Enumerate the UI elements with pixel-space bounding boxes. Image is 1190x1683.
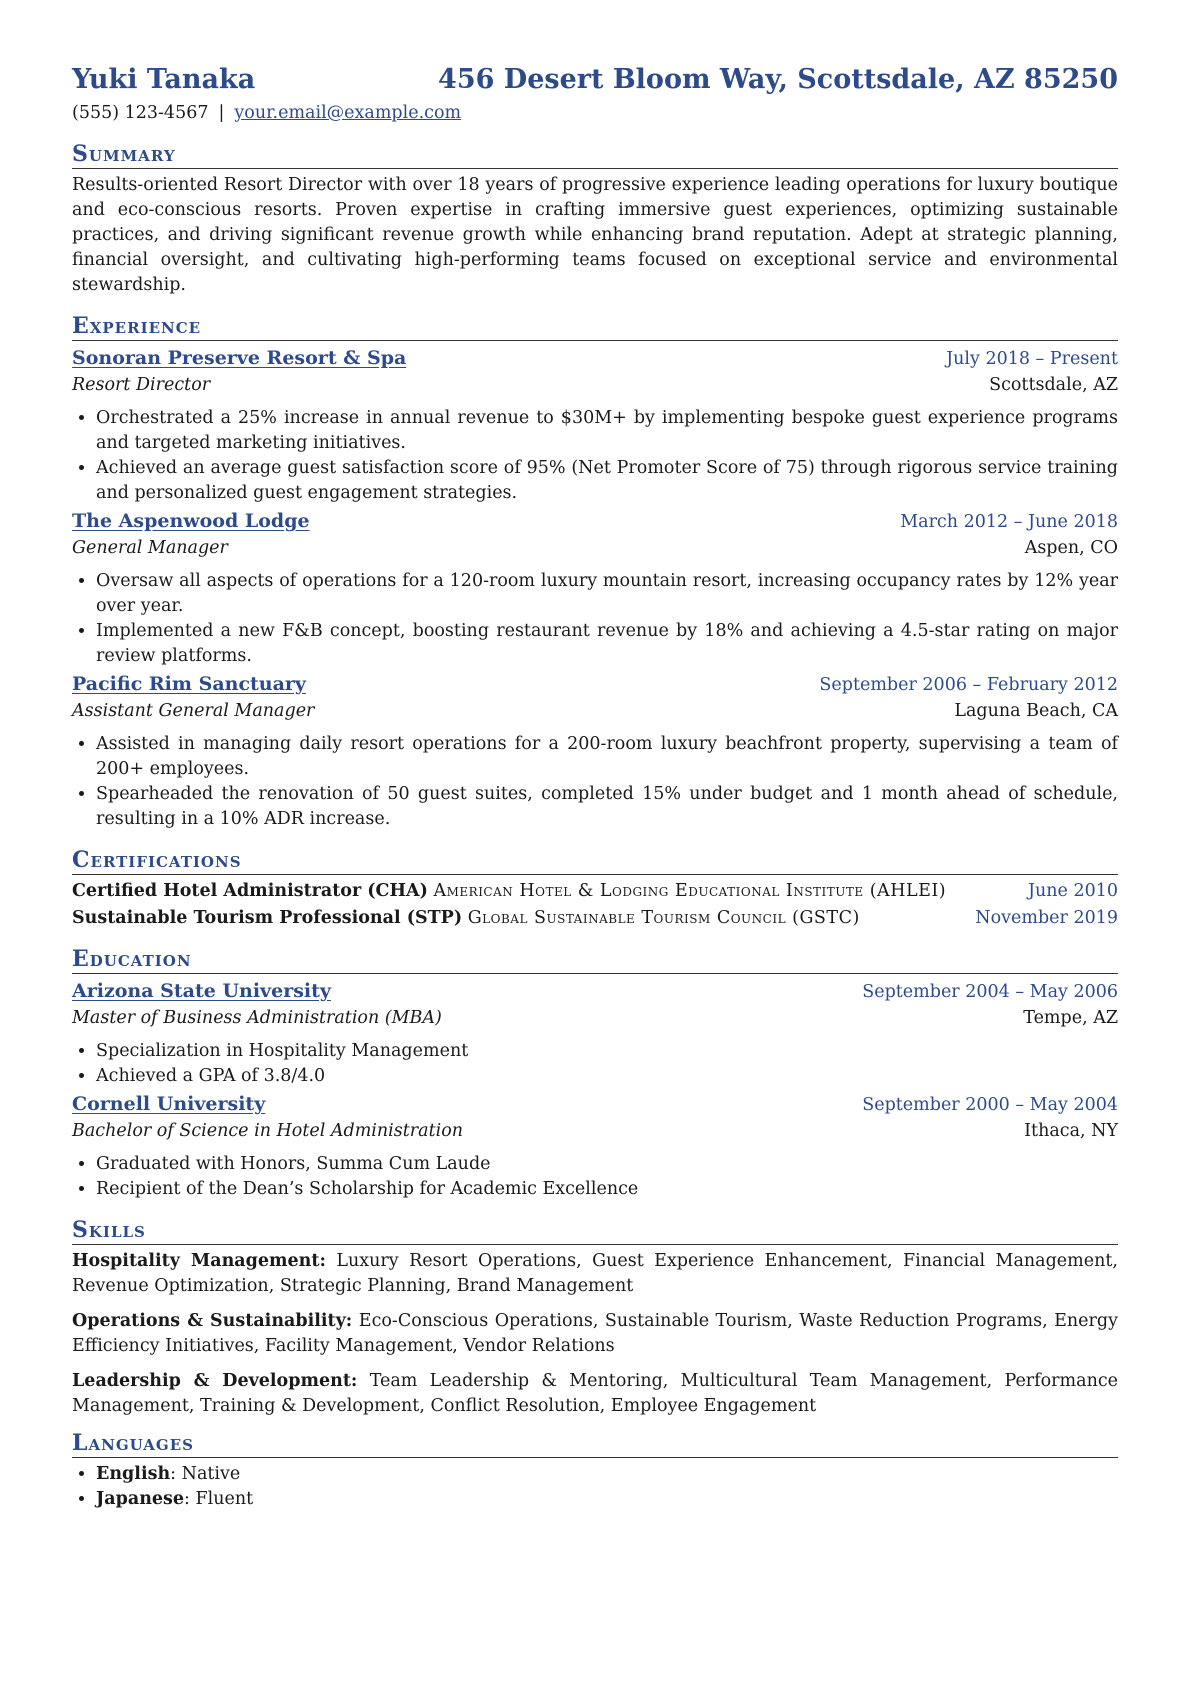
- employer-link[interactable]: The Aspenwood Lodge: [72, 510, 310, 532]
- certification-date: June 2010: [1027, 881, 1118, 901]
- section-title-skills: Skills: [72, 1216, 1118, 1245]
- certification-issuer: American Hotel & Lodging Educational Institute (AHLEI): [433, 881, 947, 901]
- education-dates: September 2000 – May 2004: [862, 1095, 1118, 1115]
- skill-group: [72, 1249, 1118, 1299]
- summary-text: Results-oriented Resort Director with over 18 years of progressive experience leading operations for luxury boutique and eco-conscious resorts. Proven expertise in crafting immersive guest experiences, optimizing sustainable practices, and driving significant revenue growth while enhancing brand reputation. Adept at strategic planning, financial oversight, and cultivating high-performing teams focused on exceptional service and environmental stewardship.: [72, 175, 1118, 295]
- degree-title: Master of Business Administration (MBA): [72, 1008, 442, 1028]
- degree-title: Bachelor of Science in Hotel Administration: [72, 1121, 464, 1141]
- certification-name: Sustainable Tourism Professional (STP): [72, 908, 463, 928]
- job-location: Aspen, CO: [1024, 538, 1118, 558]
- section-title-certifications: Certifications: [72, 846, 1118, 875]
- experience-entry: [72, 345, 1118, 506]
- candidate-name: Yuki Tanaka: [72, 64, 256, 95]
- employment-dates: July 2018 – Present: [946, 349, 1118, 369]
- language-item: [96, 1487, 1118, 1512]
- employment-dates: March 2012 – June 2018: [900, 512, 1118, 532]
- certification-item: [72, 906, 1118, 931]
- certification-date: November 2019: [975, 908, 1118, 928]
- education-entry: [72, 978, 1118, 1089]
- resume-header: [72, 60, 1118, 100]
- email-link[interactable]: your.email@example.com: [234, 103, 462, 123]
- skill-group-label: Leadership & Development:: [72, 1371, 358, 1391]
- skill-group: [72, 1369, 1118, 1419]
- language-name: Japanese: [96, 1489, 185, 1509]
- achievement-item: • Orchestrated a 25% increase in annual revenue to $30M+ by implementing bespoke guest experience programs and targeted marketing initiatives.: [96, 406, 1118, 456]
- education-detail-item: • Specialization in Hospitality Management: [96, 1039, 1118, 1064]
- section-title-languages: Languages: [72, 1429, 1118, 1458]
- certification-issuer: Global Sustainable Tourism Council (GSTC): [467, 908, 860, 928]
- achievement-item: • Implemented a new F&B concept, boosting restaurant revenue by 18% and achieving a 4.5-star rating on major review platforms.: [96, 619, 1118, 669]
- school-location: Ithaca, NY: [1024, 1121, 1118, 1141]
- phone-number: (555) 123-4567: [72, 103, 209, 123]
- section-title-education: Education: [72, 945, 1118, 974]
- language-item: [96, 1462, 1118, 1487]
- language-name: English: [96, 1464, 171, 1484]
- education-detail-item: • Recipient of the Dean’s Scholarship for Academic Excellence: [96, 1177, 1118, 1202]
- skill-group-items: Luxury Resort Operations, Guest Experience Enhancement, Financial Management, Revenue Optimization, Strategic Planning, Brand Management: [72, 1251, 1118, 1296]
- language-level: : Native: [170, 1464, 241, 1484]
- employment-dates: September 2006 – February 2012: [819, 675, 1118, 695]
- job-location: Laguna Beach, CA: [954, 701, 1118, 721]
- contact-separator: |: [218, 103, 225, 123]
- achievement-list: [72, 732, 1118, 832]
- certification-item: [72, 879, 1118, 904]
- education-detail-list: [72, 1039, 1118, 1089]
- section-title-summary: Summary: [72, 140, 1118, 169]
- achievement-list: [72, 569, 1118, 669]
- education-entry: [72, 1091, 1118, 1202]
- education-detail-list: [72, 1152, 1118, 1202]
- employer-link[interactable]: Sonoran Preserve Resort & Spa: [72, 347, 407, 369]
- job-title: Resort Director: [72, 375, 211, 395]
- employer-link[interactable]: Pacific Rim Sanctuary: [72, 673, 306, 695]
- contact-line: [72, 100, 1118, 126]
- education-detail-item: • Achieved a GPA of 3.8/4.0: [96, 1064, 1118, 1089]
- achievement-item: • Spearheaded the renovation of 50 guest suites, completed 15% under budget and 1 month ahead of schedule, resulting in a 10% ADR increase.: [96, 782, 1118, 832]
- achievement-list: [72, 406, 1118, 506]
- job-title: Assistant General Manager: [72, 701, 315, 721]
- language-list: [72, 1462, 1118, 1512]
- candidate-address: 456 Desert Bloom Way, Scottsdale, AZ 85250: [438, 64, 1118, 95]
- school-link[interactable]: Arizona State University: [72, 980, 331, 1002]
- skill-group-label: Hospitality Management:: [72, 1251, 326, 1271]
- job-title: General Manager: [72, 538, 228, 558]
- job-location: Scottsdale, AZ: [989, 375, 1118, 395]
- section-title-experience: Experience: [72, 312, 1118, 341]
- education-detail-item: • Graduated with Honors, Summa Cum Laude: [96, 1152, 1118, 1177]
- achievement-item: • Oversaw all aspects of operations for a 120-room luxury mountain resort, increasing occupancy rates by 12% year over year.: [96, 569, 1118, 619]
- skill-group-items: Team Leadership & Mentoring, Multicultural Team Management, Performance Management, Training & Development, Conflict Resolution, Employee Engagement: [72, 1371, 1118, 1416]
- experience-entry: [72, 508, 1118, 669]
- achievement-item: • Achieved an average guest satisfaction score of 95% (Net Promoter Score of 75) through rigorous service training and personalized guest engagement strategies.: [96, 456, 1118, 506]
- skill-group-items: Eco-Conscious Operations, Sustainable Tourism, Waste Reduction Programs, Energy Efficiency Initiatives, Facility Management, Vendor Relations: [72, 1311, 1118, 1356]
- certification-name: Certified Hotel Administrator (CHA): [72, 881, 428, 901]
- language-level: : Fluent: [184, 1489, 254, 1509]
- education-dates: September 2004 – May 2006: [862, 982, 1118, 1002]
- experience-entry: [72, 671, 1118, 832]
- school-link[interactable]: Cornell University: [72, 1093, 266, 1115]
- skill-group-label: Operations & Sustainability:: [72, 1311, 353, 1331]
- achievement-item: • Assisted in managing daily resort operations for a 200-room luxury beachfront property, supervising a team of 200+ employees.: [96, 732, 1118, 782]
- skill-group: [72, 1309, 1118, 1359]
- school-location: Tempe, AZ: [1023, 1008, 1118, 1028]
